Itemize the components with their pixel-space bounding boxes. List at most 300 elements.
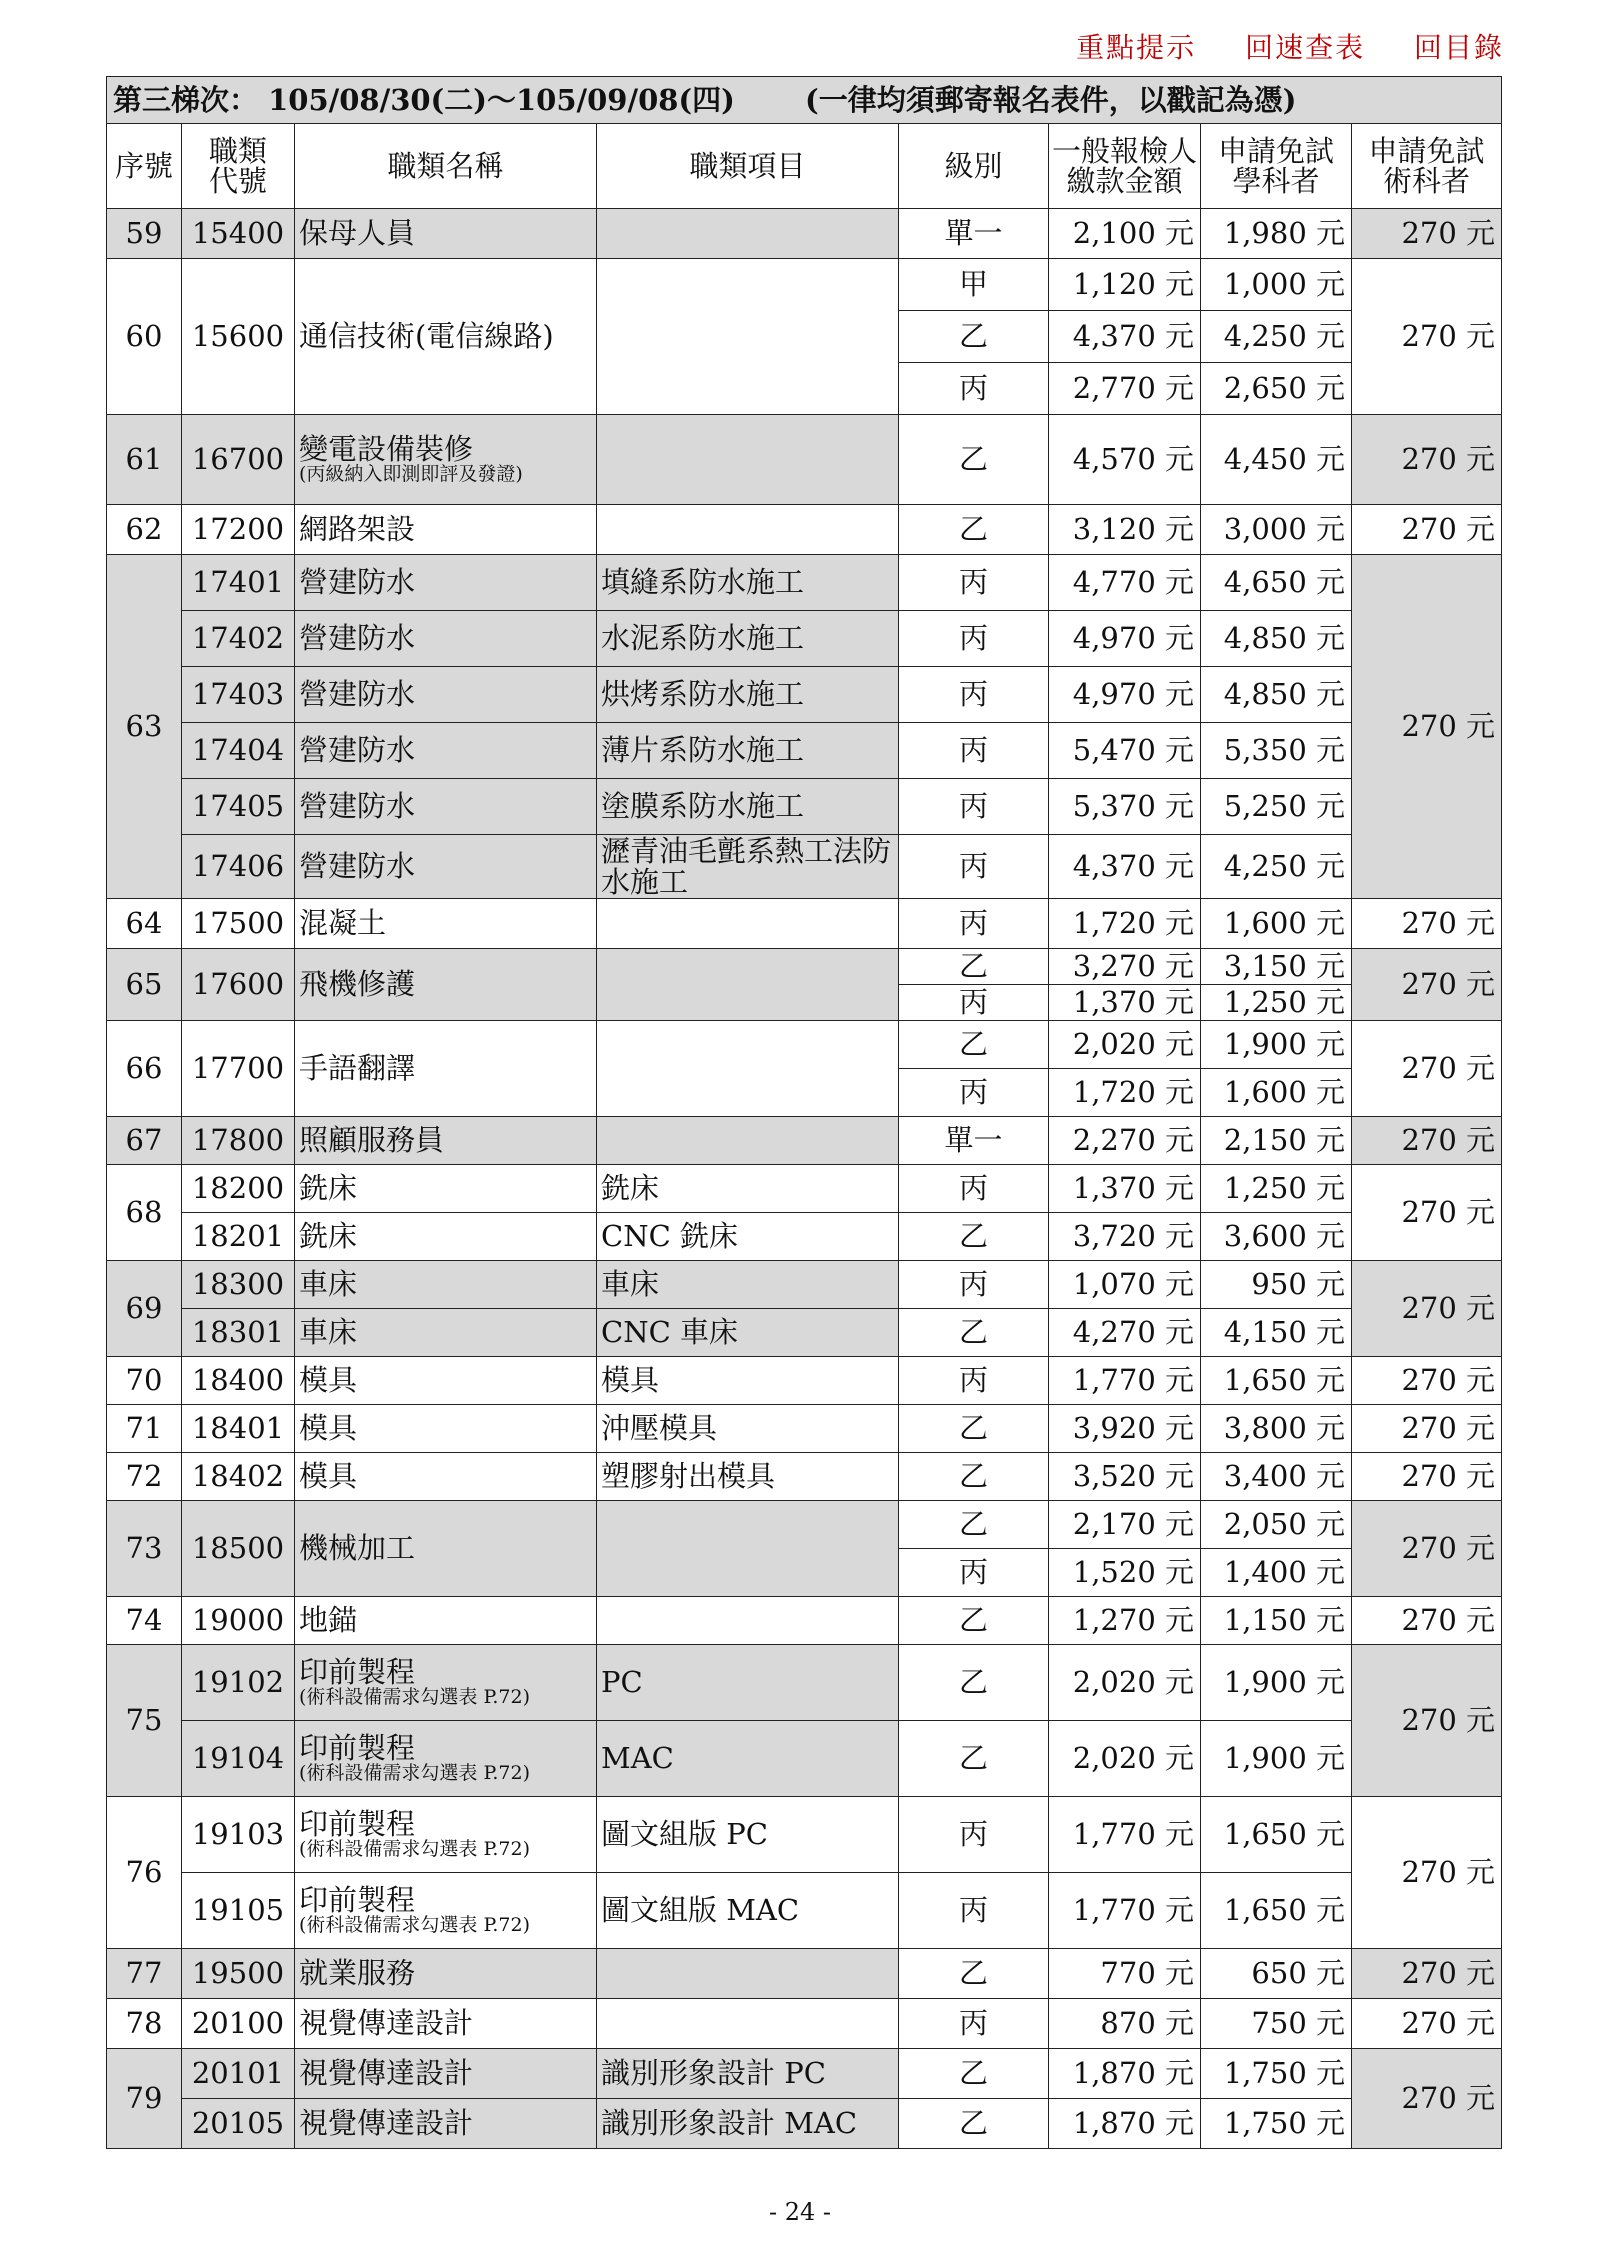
level: 乙 [899, 1645, 1049, 1721]
job-code: 18400 [182, 1357, 295, 1405]
theory-exempt-fee: 3,600 元 [1201, 1213, 1352, 1261]
row-number: 68 [107, 1165, 182, 1261]
job-code: 17600 [182, 949, 295, 1021]
row-number: 78 [107, 1999, 182, 2049]
theory-exempt-fee: 750 元 [1201, 1999, 1352, 2049]
job-name [295, 555, 597, 611]
job-name-text: 通信技術(電信線路) [299, 319, 554, 354]
schedule-label: 第三梯次： [113, 82, 259, 117]
general-fee: 3,270 元 [1049, 949, 1201, 985]
level: 丙 [899, 779, 1049, 835]
job-item: 識別形象設計 PC [597, 2049, 899, 2099]
job-item: 圖文組版 PC [597, 1797, 899, 1873]
level: 乙 [899, 2049, 1049, 2099]
job-code: 18301 [182, 1309, 295, 1357]
job-name [295, 415, 597, 505]
general-fee: 2,020 元 [1049, 1645, 1201, 1721]
job-item [597, 1999, 899, 2049]
general-fee: 1,270 元 [1049, 1597, 1201, 1645]
theory-exempt-fee: 1,250 元 [1201, 985, 1352, 1021]
general-fee: 4,770 元 [1049, 555, 1201, 611]
general-fee: 2,020 元 [1049, 1021, 1201, 1069]
job-code: 17403 [182, 667, 295, 723]
job-item [597, 415, 899, 505]
level: 乙 [899, 1721, 1049, 1797]
general-fee: 3,720 元 [1049, 1213, 1201, 1261]
table-row [107, 1797, 1502, 1873]
general-fee: 2,100 元 [1049, 209, 1201, 259]
theory-exempt-fee: 950 元 [1201, 1261, 1352, 1309]
practical-exempt-fee: 270 元 [1352, 1949, 1502, 1999]
practical-exempt-fee: 270 元 [1352, 415, 1502, 505]
general-fee: 1,070 元 [1049, 1261, 1201, 1309]
job-code: 18200 [182, 1165, 295, 1213]
general-fee: 2,170 元 [1049, 1501, 1201, 1549]
job-code: 19000 [182, 1597, 295, 1645]
job-item: 車床 [597, 1261, 899, 1309]
theory-exempt-fee: 1,900 元 [1201, 1021, 1352, 1069]
job-item: 模具 [597, 1357, 899, 1405]
job-name [295, 1501, 597, 1597]
general-fee: 3,920 元 [1049, 1405, 1201, 1453]
level: 丙 [899, 363, 1049, 415]
level: 丙 [899, 985, 1049, 1021]
theory-exempt-fee: 4,650 元 [1201, 555, 1352, 611]
table-row [107, 1721, 1502, 1797]
row-number: 74 [107, 1597, 182, 1645]
row-number: 67 [107, 1117, 182, 1165]
header-cell: 職類 代號 [182, 124, 295, 209]
job-name-note: (丙級納入即測即評及發證) [299, 462, 523, 485]
level: 乙 [899, 949, 1049, 985]
job-name-text: 視覺傳達設計 [299, 2006, 474, 2041]
theory-exempt-fee: 1,000 元 [1201, 259, 1352, 311]
theory-exempt-fee: 2,150 元 [1201, 1117, 1352, 1165]
row-number: 61 [107, 415, 182, 505]
level: 丙 [899, 1549, 1049, 1597]
level: 乙 [899, 2099, 1049, 2149]
general-fee: 1,520 元 [1049, 1549, 1201, 1597]
level: 丙 [899, 667, 1049, 723]
practical-exempt-fee: 270 元 [1352, 1357, 1502, 1405]
row-number: 79 [107, 2049, 182, 2149]
theory-exempt-fee: 1,750 元 [1201, 2049, 1352, 2099]
practical-exempt-fee: 270 元 [1352, 1597, 1502, 1645]
job-name [295, 1721, 597, 1797]
table-row [107, 1453, 1502, 1501]
general-fee: 2,270 元 [1049, 1117, 1201, 1165]
row-number: 73 [107, 1501, 182, 1597]
job-code: 15400 [182, 209, 295, 259]
practical-exempt-fee: 270 元 [1352, 1405, 1502, 1453]
job-code: 17200 [182, 505, 295, 555]
job-name-text: 銑床 [299, 1171, 358, 1206]
job-name [295, 1165, 597, 1213]
table-row [107, 899, 1502, 949]
job-code: 17406 [182, 835, 295, 899]
level: 丙 [899, 1261, 1049, 1309]
row-number: 69 [107, 1261, 182, 1357]
job-name [295, 1999, 597, 2049]
job-name [295, 1949, 597, 1999]
top-links [1038, 26, 1504, 66]
job-item: 瀝青油毛氈系熱工法防水施工 [597, 835, 899, 899]
table-row [107, 1501, 1502, 1549]
row-number: 72 [107, 1453, 182, 1501]
link-key-points[interactable]: 重點提示 [1076, 31, 1197, 64]
job-code: 18300 [182, 1261, 295, 1309]
header-cell: 級別 [899, 124, 1049, 209]
job-code: 17401 [182, 555, 295, 611]
general-fee: 3,520 元 [1049, 1453, 1201, 1501]
job-name [295, 949, 597, 1021]
job-item [597, 949, 899, 1021]
job-code: 16700 [182, 415, 295, 505]
job-name-text: 地錨 [299, 1603, 358, 1638]
theory-exempt-fee: 1,600 元 [1201, 899, 1352, 949]
table-row [107, 1309, 1502, 1357]
table-row [107, 1645, 1502, 1721]
job-name [295, 1117, 597, 1165]
job-name-text: 保母人員 [299, 216, 416, 251]
table-row [107, 209, 1502, 259]
general-fee: 4,270 元 [1049, 1309, 1201, 1357]
job-item: PC [597, 1645, 899, 1721]
level: 乙 [899, 1453, 1049, 1501]
general-fee: 1,770 元 [1049, 1873, 1201, 1949]
job-name-note: (術科設備需求勾選表 P.72) [299, 1913, 531, 1936]
theory-exempt-fee: 4,250 元 [1201, 311, 1352, 363]
level: 乙 [899, 1213, 1049, 1261]
job-item [597, 1597, 899, 1645]
level: 乙 [899, 1405, 1049, 1453]
job-code: 18500 [182, 1501, 295, 1597]
job-code: 17800 [182, 1117, 295, 1165]
general-fee: 1,770 元 [1049, 1797, 1201, 1873]
header-cell: 申請免試 術科者 [1352, 124, 1502, 209]
job-name [295, 723, 597, 779]
job-name [295, 1309, 597, 1357]
theory-exempt-fee: 1,150 元 [1201, 1597, 1352, 1645]
theory-exempt-fee: 5,350 元 [1201, 723, 1352, 779]
general-fee: 5,470 元 [1049, 723, 1201, 779]
job-name [295, 1021, 597, 1117]
table-row [107, 1213, 1502, 1261]
table-row [107, 1357, 1502, 1405]
practical-exempt-fee: 270 元 [1352, 555, 1502, 899]
row-number: 63 [107, 555, 182, 899]
job-name [295, 1597, 597, 1645]
job-name-text: 機械加工 [299, 1531, 416, 1566]
job-item [597, 1021, 899, 1117]
practical-exempt-fee: 270 元 [1352, 1165, 1502, 1261]
job-item: 識別形象設計 MAC [597, 2099, 899, 2149]
row-number: 75 [107, 1645, 182, 1797]
header-cell: 序號 [107, 124, 182, 209]
theory-exempt-fee: 4,850 元 [1201, 611, 1352, 667]
job-item: CNC 銑床 [597, 1213, 899, 1261]
level: 乙 [899, 415, 1049, 505]
job-code: 18401 [182, 1405, 295, 1453]
practical-exempt-fee: 270 元 [1352, 505, 1502, 555]
level: 單一 [899, 209, 1049, 259]
practical-exempt-fee: 270 元 [1352, 1261, 1502, 1357]
job-item: 塑膠射出模具 [597, 1453, 899, 1501]
job-item [597, 209, 899, 259]
table-row [107, 667, 1502, 723]
table-row [107, 1021, 1502, 1069]
theory-exempt-fee: 1,400 元 [1201, 1549, 1352, 1597]
table-row [107, 1873, 1502, 1949]
table-row [107, 259, 1502, 311]
table-row [107, 1261, 1502, 1309]
job-name [295, 1797, 597, 1873]
general-fee: 1,870 元 [1049, 2099, 1201, 2149]
practical-exempt-fee: 270 元 [1352, 1117, 1502, 1165]
job-code: 18201 [182, 1213, 295, 1261]
level: 丙 [899, 835, 1049, 899]
row-number: 65 [107, 949, 182, 1021]
job-name-text: 印前製程 [299, 1807, 416, 1842]
job-item [597, 1117, 899, 1165]
theory-exempt-fee: 1,250 元 [1201, 1165, 1352, 1213]
general-fee: 1,370 元 [1049, 985, 1201, 1021]
job-name [295, 835, 597, 899]
job-name [295, 1645, 597, 1721]
general-fee: 4,970 元 [1049, 667, 1201, 723]
job-item: MAC [597, 1721, 899, 1797]
theory-exempt-fee: 1,750 元 [1201, 2099, 1352, 2149]
job-name-text: 視覺傳達設計 [299, 2106, 474, 2141]
row-number: 66 [107, 1021, 182, 1117]
job-name-text: 照顧服務員 [299, 1123, 445, 1158]
theory-exempt-fee: 3,400 元 [1201, 1453, 1352, 1501]
theory-exempt-fee: 1,900 元 [1201, 1721, 1352, 1797]
job-code: 20100 [182, 1999, 295, 2049]
level: 單一 [899, 1117, 1049, 1165]
level: 乙 [899, 1021, 1049, 1069]
job-name [295, 2099, 597, 2149]
job-name-text: 視覺傳達設計 [299, 2056, 474, 2091]
job-code: 18402 [182, 1453, 295, 1501]
job-name [295, 1405, 597, 1453]
schedule-row [107, 77, 1502, 124]
job-item [597, 505, 899, 555]
theory-exempt-fee: 1,650 元 [1201, 1797, 1352, 1873]
job-name-text: 營建防水 [299, 733, 416, 768]
row-number: 71 [107, 1405, 182, 1453]
job-code: 20105 [182, 2099, 295, 2149]
practical-exempt-fee: 270 元 [1352, 209, 1502, 259]
level: 丙 [899, 1873, 1049, 1949]
general-fee: 1,870 元 [1049, 2049, 1201, 2099]
general-fee: 1,720 元 [1049, 899, 1201, 949]
table-row [107, 1597, 1502, 1645]
job-code: 19104 [182, 1721, 295, 1797]
job-name-text: 飛機修護 [299, 967, 416, 1002]
job-code: 17700 [182, 1021, 295, 1117]
table-row [107, 949, 1502, 985]
theory-exempt-fee: 4,850 元 [1201, 667, 1352, 723]
row-number: 70 [107, 1357, 182, 1405]
job-name [295, 779, 597, 835]
job-name-text: 模具 [299, 1363, 358, 1398]
header-cell: 職類名稱 [295, 124, 597, 209]
general-fee: 4,370 元 [1049, 311, 1201, 363]
general-fee: 2,020 元 [1049, 1721, 1201, 1797]
level: 丙 [899, 1165, 1049, 1213]
job-name-note: (術科設備需求勾選表 P.72) [299, 1761, 531, 1784]
level: 甲 [899, 259, 1049, 311]
general-fee: 3,120 元 [1049, 505, 1201, 555]
job-name-note: (術科設備需求勾選表 P.72) [299, 1685, 531, 1708]
job-name [295, 1357, 597, 1405]
schedule-note: (一律均須郵寄報名表件，以戳記為憑) [804, 82, 1297, 117]
header-cell: 職類項目 [597, 124, 899, 209]
job-code: 15600 [182, 259, 295, 415]
level: 乙 [899, 1597, 1049, 1645]
table-row [107, 835, 1502, 899]
job-code: 19102 [182, 1645, 295, 1721]
theory-exempt-fee: 1,900 元 [1201, 1645, 1352, 1721]
general-fee: 1,370 元 [1049, 1165, 1201, 1213]
row-number: 76 [107, 1797, 182, 1949]
fee-table [106, 76, 1502, 2149]
job-name-text: 模具 [299, 1411, 358, 1446]
practical-exempt-fee: 270 元 [1352, 1021, 1502, 1117]
job-name [295, 667, 597, 723]
theory-exempt-fee: 3,800 元 [1201, 1405, 1352, 1453]
job-name-text: 車床 [299, 1267, 358, 1302]
general-fee: 1,120 元 [1049, 259, 1201, 311]
page-number: - 24 - [768, 2198, 831, 2226]
job-code: 17404 [182, 723, 295, 779]
theory-exempt-fee: 2,050 元 [1201, 1501, 1352, 1549]
job-name [295, 899, 597, 949]
level: 乙 [899, 1309, 1049, 1357]
job-name-text: 營建防水 [299, 849, 416, 884]
link-table-of-contents[interactable]: 回目錄 [1413, 31, 1504, 64]
general-fee: 2,770 元 [1049, 363, 1201, 415]
job-item: 塗膜系防水施工 [597, 779, 899, 835]
job-item: 銑床 [597, 1165, 899, 1213]
practical-exempt-fee: 270 元 [1352, 259, 1502, 415]
job-name-text: 印前製程 [299, 1731, 416, 1766]
table-row [107, 1949, 1502, 1999]
job-name-text: 營建防水 [299, 621, 416, 656]
job-name-text: 營建防水 [299, 789, 416, 824]
theory-exempt-fee: 1,980 元 [1201, 209, 1352, 259]
job-item: CNC 車床 [597, 1309, 899, 1357]
row-number: 77 [107, 1949, 182, 1999]
theory-exempt-fee: 4,150 元 [1201, 1309, 1352, 1357]
theory-exempt-fee: 1,600 元 [1201, 1069, 1352, 1117]
job-name-text: 營建防水 [299, 677, 416, 712]
theory-exempt-fee: 1,650 元 [1201, 1873, 1352, 1949]
table-row [107, 1999, 1502, 2049]
table-row [107, 2049, 1502, 2099]
table-row [107, 505, 1502, 555]
practical-exempt-fee: 270 元 [1352, 1797, 1502, 1949]
practical-exempt-fee: 270 元 [1352, 1645, 1502, 1797]
job-item: 水泥系防水施工 [597, 611, 899, 667]
practical-exempt-fee: 270 元 [1352, 899, 1502, 949]
job-name-text: 車床 [299, 1315, 358, 1350]
job-name [295, 1873, 597, 1949]
table-row [107, 723, 1502, 779]
row-number: 62 [107, 505, 182, 555]
link-quick-table[interactable]: 回速查表 [1245, 31, 1366, 64]
job-name-text: 印前製程 [299, 1655, 416, 1690]
table-row [107, 779, 1502, 835]
job-code: 20101 [182, 2049, 295, 2099]
theory-exempt-fee: 2,650 元 [1201, 363, 1352, 415]
job-code: 17500 [182, 899, 295, 949]
job-name-text: 模具 [299, 1459, 358, 1494]
theory-exempt-fee: 3,000 元 [1201, 505, 1352, 555]
practical-exempt-fee: 270 元 [1352, 1453, 1502, 1501]
level: 丙 [899, 723, 1049, 779]
job-code: 17405 [182, 779, 295, 835]
table-row [107, 555, 1502, 611]
level: 丙 [899, 1797, 1049, 1873]
schedule-dates: 105/08/30(二)～105/09/08(四) [268, 82, 735, 117]
table-row [107, 2099, 1502, 2149]
level: 乙 [899, 1949, 1049, 1999]
job-name-text: 網路架設 [299, 512, 416, 547]
general-fee: 5,370 元 [1049, 779, 1201, 835]
level: 丙 [899, 611, 1049, 667]
row-number: 64 [107, 899, 182, 949]
level: 丙 [899, 1357, 1049, 1405]
job-item: 烘烤系防水施工 [597, 667, 899, 723]
job-code: 19500 [182, 1949, 295, 1999]
level: 乙 [899, 311, 1049, 363]
job-item: 圖文組版 MAC [597, 1873, 899, 1949]
job-name [295, 259, 597, 415]
practical-exempt-fee: 270 元 [1352, 949, 1502, 1021]
theory-exempt-fee: 4,450 元 [1201, 415, 1352, 505]
table-row [107, 1117, 1502, 1165]
general-fee: 1,720 元 [1049, 1069, 1201, 1117]
job-item [597, 259, 899, 415]
theory-exempt-fee: 1,650 元 [1201, 1357, 1352, 1405]
job-item: 填縫系防水施工 [597, 555, 899, 611]
job-code: 19103 [182, 1797, 295, 1873]
job-name-text: 變電設備裝修 [299, 432, 474, 467]
practical-exempt-fee: 270 元 [1352, 1999, 1502, 2049]
job-name-text: 印前製程 [299, 1883, 416, 1918]
general-fee: 4,370 元 [1049, 835, 1201, 899]
general-fee: 770 元 [1049, 1949, 1201, 1999]
job-item [597, 899, 899, 949]
job-name-text: 營建防水 [299, 565, 416, 600]
job-name [295, 505, 597, 555]
row-number: 60 [107, 259, 182, 415]
job-name [295, 1261, 597, 1309]
job-code: 19105 [182, 1873, 295, 1949]
practical-exempt-fee: 270 元 [1352, 1501, 1502, 1597]
level: 乙 [899, 505, 1049, 555]
job-item [597, 1949, 899, 1999]
job-name [295, 2049, 597, 2099]
header-row [107, 124, 1502, 209]
job-name-note: (術科設備需求勾選表 P.72) [299, 1837, 531, 1860]
header-cell: 申請免試 學科者 [1201, 124, 1352, 209]
job-name-text: 銑床 [299, 1219, 358, 1254]
job-name [295, 611, 597, 667]
job-name-text: 混凝土 [299, 906, 387, 941]
